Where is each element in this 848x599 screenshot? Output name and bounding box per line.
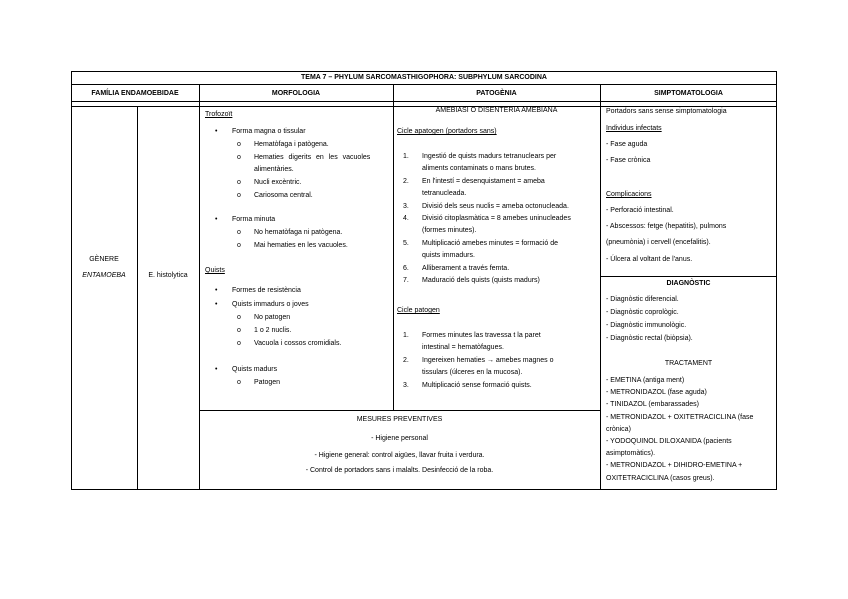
list-number: 2. (403, 177, 409, 185)
list-number: 7. (403, 277, 409, 284)
mesures-line: - Control de portadors sans i malalts. Desinfecció de la roba. (305, 467, 494, 474)
list-item: - METRONIDAZOL + OXITETRACICLINA (fase (606, 413, 754, 421)
quists-madurs: Quists madurs (232, 366, 278, 373)
list-item: - TINIDAZOL (embarassades) (606, 401, 699, 409)
list-item: - EMETINA (antiga ment) (606, 377, 685, 384)
circle-bullet-icon: o (237, 327, 241, 334)
list-number: 4. (403, 215, 409, 222)
row-divider (600, 276, 777, 277)
genere-label: GÈNERE (89, 256, 119, 263)
list-item: En l'intestí = desenquistament = ameba (422, 177, 545, 185)
circle-bullet-icon: o (237, 242, 241, 249)
col-divider (137, 106, 138, 490)
list-item: 1 o 2 nuclis. (254, 327, 292, 334)
forma-magna: Forma magna o tissular (232, 128, 306, 135)
bullet-icon: • (215, 216, 218, 223)
quists-heading: Quists (205, 267, 225, 274)
list-item: Divisió citoplasmàtica = 8 amebes uninucleades (422, 215, 571, 222)
list-item: Multiplicació amebes minutes = formació de (422, 239, 558, 247)
header-familia: FAMÍLIA ENDAMOEBIDAE (91, 90, 179, 97)
list-item: asimptomàtics). (606, 450, 656, 458)
list-item: - Fase aguda (606, 141, 648, 148)
list-item: Nucli excèntric. (254, 179, 302, 186)
mesures-line: - Higiene personal (371, 435, 428, 442)
bullet-icon: • (215, 366, 218, 373)
bullet-icon: • (215, 301, 218, 308)
list-number: 6. (403, 264, 409, 272)
simpt-intro: Portadors sans sense simptomatologia (606, 108, 727, 115)
list-number: 1. (403, 332, 409, 339)
list-item: No patogen (254, 314, 291, 321)
circle-bullet-icon: o (237, 229, 241, 236)
list-item: tissulars (úlceres en la mucosa). (422, 369, 523, 377)
row-divider (71, 101, 777, 102)
list-item: alimentàries. (254, 166, 294, 173)
list-item: Quists immadurs o joves (232, 301, 309, 308)
list-item: Divisió dels seus nuclis = ameba octonucleada. (422, 202, 569, 210)
list-item: - Úlcera al voltant de l'anus. (606, 256, 693, 263)
species-name: E. histolytica (148, 272, 188, 279)
forma-minuta: Forma minuta (232, 216, 276, 223)
mesures-heading: MESURES PREVENTIVES (356, 416, 443, 423)
row-divider (199, 410, 600, 411)
tractament-heading: TRACTAMENT (664, 360, 713, 367)
list-item: - METRONIDAZOL (fase aguda) (606, 389, 707, 397)
circle-bullet-icon: o (237, 141, 241, 148)
list-item: (formes minutes). (422, 227, 477, 235)
list-item: Hematòfaga i patògena. (254, 141, 329, 148)
list-item: - YODOQUINOL DILOXANIDA (pacients (606, 438, 732, 445)
list-number: 5. (403, 239, 409, 247)
diagnostic-heading: DIAGNÒSTIC (666, 280, 711, 287)
circle-bullet-icon: o (237, 192, 241, 199)
apatogen-heading: Cicle apatogen (portadors sans) (397, 128, 497, 135)
list-item: - METRONIDAZOL + DIHIDRO-EMETINA + (606, 462, 743, 470)
list-item: intestinal = hematòfagues. (422, 344, 504, 352)
list-item: Formes minutes las travessa t la paret (422, 332, 541, 339)
list-item: Hematies digerits en les vacuoles (254, 154, 371, 161)
bullet-icon: • (215, 287, 218, 294)
list-item: - Diagnòstic coprològic. (606, 309, 679, 316)
circle-bullet-icon: o (237, 340, 241, 347)
col-divider (393, 84, 394, 410)
list-item: aliments contaminats o mans brutes. (422, 165, 536, 173)
header-simptomatologia: SIMPTOMATOLOGIA (654, 90, 723, 97)
row-divider (71, 84, 777, 85)
list-item: quists immadurs. (422, 252, 475, 260)
list-number: 2. (403, 356, 409, 364)
list-number: 3. (403, 202, 409, 210)
trofozoit-heading: Trofozoït (205, 111, 233, 118)
list-item: Vacuola i cossos cromidials. (254, 340, 342, 347)
list-item: Ingereixen hematies → amebes magnes o (422, 356, 554, 364)
list-item: Ingestió de quists madurs tetranuclears per (422, 153, 557, 160)
list-number: 3. (403, 381, 409, 389)
list-item: tetranucleada. (422, 190, 467, 198)
list-item: (pneumònia) i cervell (encefalitis). (606, 239, 711, 246)
col-divider (199, 84, 200, 490)
circle-bullet-icon: o (237, 314, 241, 321)
list-number: 1. (403, 153, 409, 160)
list-item: Formes de resistència (232, 287, 301, 294)
list-item: - Diagnòstic immunològic. (606, 322, 687, 329)
list-item: crònica) (606, 425, 631, 433)
list-item: - Perforació intestinal. (606, 207, 674, 214)
list-item: Cariosoma central. (254, 192, 313, 199)
circle-bullet-icon: o (237, 154, 241, 161)
table-title: TEMA 7 – PHYLUM SARCOMASTHIGOPHORA: SUBPHYLUM SARCODINA (301, 74, 547, 81)
list-item: - Abscessos: fetge (hepatitis), pulmons (606, 223, 727, 230)
list-item: OXITETRACICLINA (casos greus). (606, 474, 715, 482)
list-item: Multiplicació sense formació quists. (422, 381, 532, 389)
circle-bullet-icon: o (237, 179, 241, 186)
header-morfologia: MORFOLOGIA (271, 90, 321, 97)
infectats-heading: Individus infectats (606, 125, 662, 132)
list-item: No hematòfaga ni patògena. (254, 229, 343, 236)
list-item: Alliberament a través femta. (422, 264, 510, 272)
mesures-line: - Higiene general: control aigües, llavar fruita i verdura. (314, 452, 485, 459)
list-item: Maduració dels quists (quists madurs) (422, 277, 540, 284)
genere-name: ENTAMOEBA (82, 272, 126, 279)
list-item: Mai hematies en les vacuoles. (254, 242, 348, 249)
patogen-heading: Cicle patogen (397, 307, 440, 314)
list-item: Patogen (254, 379, 281, 386)
circle-bullet-icon: o (237, 379, 241, 386)
bullet-icon: • (215, 128, 218, 135)
header-patogenia: PATOGÈNIA (476, 90, 517, 97)
patogenia-title: AMEBIASI O DISENTERIA AMEBIANA (435, 107, 558, 114)
list-item: - Diagnòstic diferencial. (606, 296, 679, 303)
complicacions-heading: Complicacions (606, 191, 652, 198)
list-item: - Fase crònica (606, 157, 651, 164)
list-item: - Diagnòstic rectal (biòpsia). (606, 335, 693, 342)
